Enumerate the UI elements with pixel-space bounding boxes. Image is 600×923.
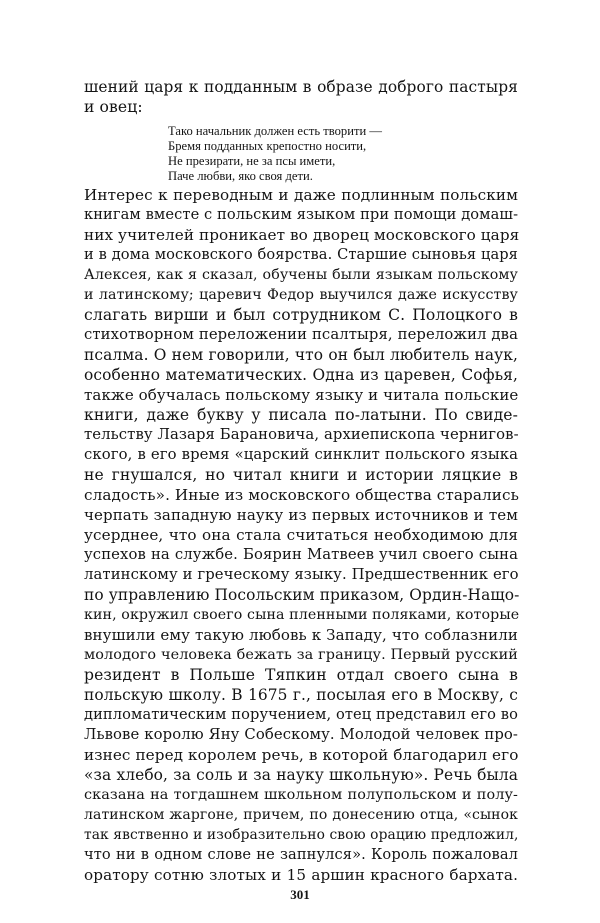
body-line: Алексея, как я сказал, обучены были языкам польскому bbox=[84, 267, 518, 283]
body-line: успехов на службе. Боярин Матвеев учил своего сына bbox=[84, 546, 518, 563]
body-line: псалма. О нем говорили, что он был любитель наук, bbox=[84, 346, 518, 364]
body-line: оратору сотню злотых и 15 аршин красного бархата. bbox=[84, 866, 518, 884]
body-line: «за хлебо, за соль и за науку школьную». Речь была bbox=[84, 766, 518, 784]
body-line: и в дома московского боярства. Старшие сыновья царя bbox=[84, 246, 518, 263]
body-line: молодого человека бежать за границу. Первый русский bbox=[84, 647, 518, 663]
body-line: сказана на тогдашнем школьном полупольском и полу- bbox=[84, 787, 518, 803]
body-line: польскую школу. В 1675 г., посылая его в Москву, с bbox=[84, 686, 518, 704]
body-line: также обучалась польскому языку и читала польские bbox=[84, 386, 519, 404]
verse-line: Бремя подданных крепостно носити, bbox=[168, 139, 367, 153]
body-line: не гнушался, но читал книги и истории ляцкие в bbox=[84, 466, 518, 484]
body-line: и латинскому; царевич Федор выучился даже искусству bbox=[84, 287, 518, 303]
body-line: латинском жаргоне, причем, по донесению отца, «сынок bbox=[84, 807, 518, 823]
body-line: изнес перед королем речь, в которой благодарил его bbox=[84, 746, 519, 764]
body-line: ского, в его время «царский синклит польского языка bbox=[84, 446, 518, 463]
body-line: книги, даже букву у писала по-латыни. По свиде- bbox=[84, 406, 518, 424]
body-line: дипломатическим поручением, отец представил его во bbox=[84, 706, 518, 723]
intro-line: шений царя к подданным в образе доброго пастыря bbox=[84, 78, 518, 96]
body-line: так явственно и изобразительно свою орацию предложил, bbox=[84, 827, 519, 843]
body-line: книгам вместе с польским языком при помощи домаш- bbox=[84, 206, 519, 223]
body-line: внушили ему такую любовь к Западу, что соблазнили bbox=[84, 626, 518, 644]
verse-line: Паче любви, яко своя дети. bbox=[168, 169, 313, 183]
body-line: Львове королю Яну Собескому. Молодой человек про- bbox=[84, 726, 518, 743]
body-line: латинскому и греческому языку. Предшественник его bbox=[84, 566, 519, 583]
body-line: усерднее, что она стала считаться необходимою для bbox=[84, 526, 518, 544]
body-line: особенно математических. Одна из царевен, Софья, bbox=[84, 366, 518, 384]
body-line: слагать вирши и был сотрудником С. Полоцкого в bbox=[84, 306, 518, 324]
body-line: стихотворном переложении псалтыря, переложил два bbox=[84, 326, 518, 343]
body-line: черпать западную науку из первых источников и тем bbox=[84, 506, 518, 524]
intro-line: и овец: bbox=[84, 98, 143, 116]
body-line: сладость». Иные из московского общества старались bbox=[84, 486, 519, 504]
body-line: кин, окружил своего сына пленными поляками, которые bbox=[84, 607, 520, 623]
body-line: по управлению Посольским приказом, Ордин-Нащо- bbox=[84, 586, 520, 604]
page-number: 301 bbox=[290, 887, 310, 902]
body-line: резидент в Польше Тяпкин отдал своего сына в bbox=[84, 666, 518, 684]
verse-line: Тако начальник должен есть творити — bbox=[168, 124, 382, 138]
body-line: что ни в одном слове не запнулся». Король пожаловал bbox=[84, 846, 518, 863]
body-line: них учителей проникает во дворец московского царя bbox=[84, 226, 520, 244]
body-line: тельству Лазаря Барановича, архиепископа чернигов- bbox=[84, 426, 519, 443]
body-line: Интерес к переводным и даже подлинным польским bbox=[84, 186, 518, 204]
verse-line: Не презирати, не за псы имети, bbox=[168, 154, 336, 168]
